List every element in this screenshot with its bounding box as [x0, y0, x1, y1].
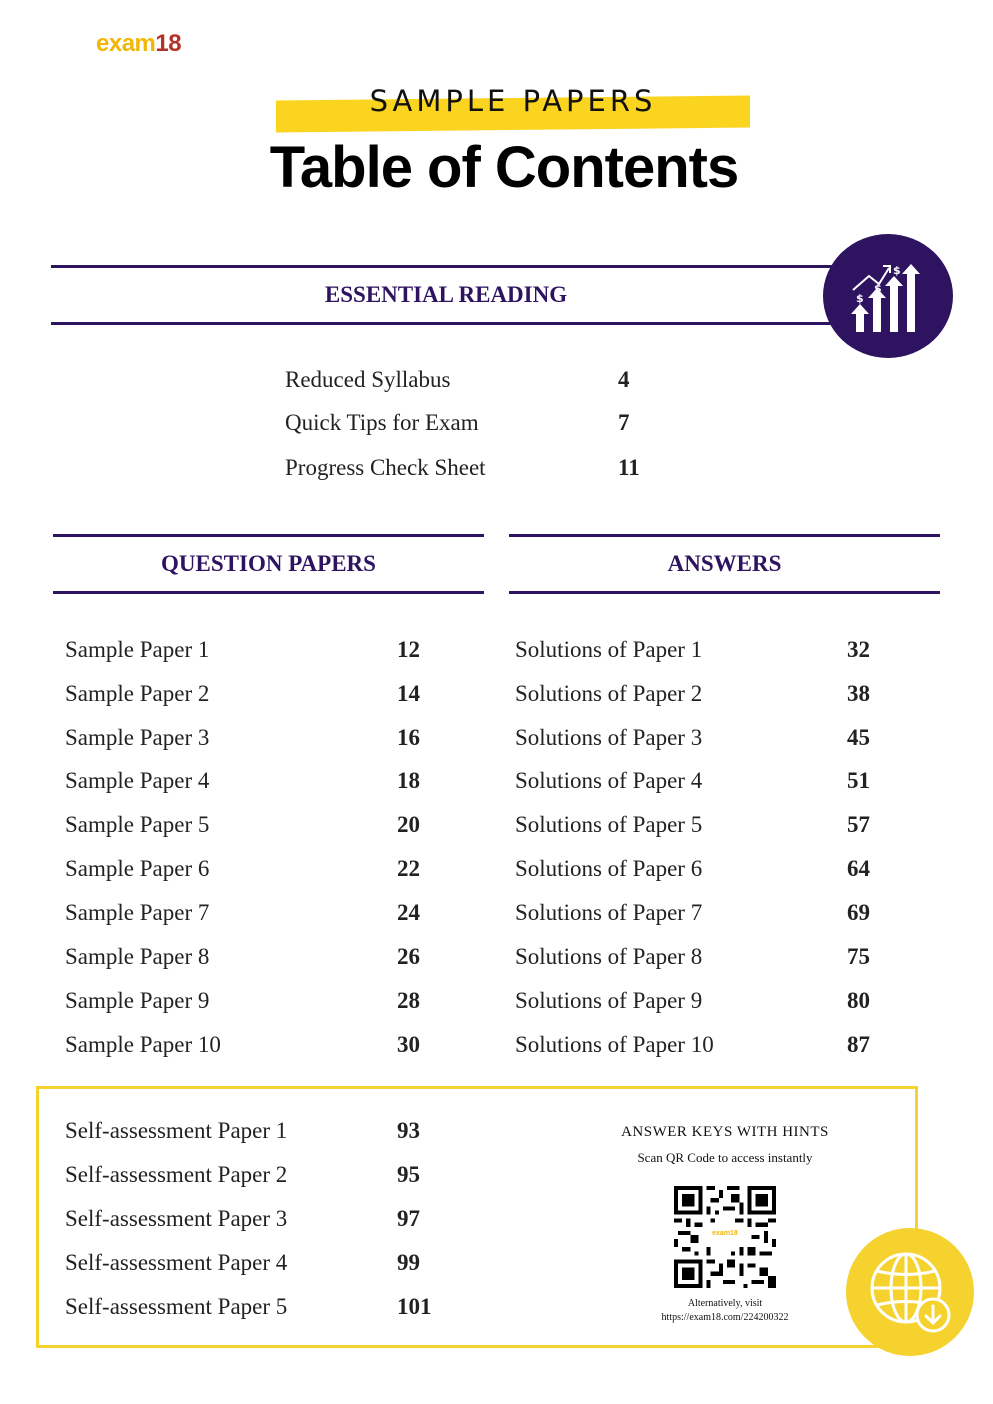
answer-keys-heading: ANSWER KEYS WITH HINTS	[621, 1124, 829, 1140]
list-item: Self-assessment Paper 5	[65, 1294, 288, 1319]
list-item: Sample Paper 9	[65, 988, 210, 1013]
page-number: 57	[847, 812, 870, 837]
svg-text:$: $	[893, 264, 901, 277]
question-papers-heading: QUESTION PAPERS	[161, 551, 376, 576]
list-item: Sample Paper 1	[65, 637, 210, 662]
answers-heading: ANSWERS	[667, 551, 782, 576]
list-item: Sample Paper 2	[65, 681, 210, 706]
answers-band	[509, 534, 940, 594]
page-number: 4	[618, 367, 630, 392]
list-item: Solutions of Paper 1	[515, 637, 703, 662]
page-number: 14	[397, 681, 420, 706]
answer-keys-url[interactable]: https://exam18.com/224200322	[661, 1312, 789, 1323]
page-number: 64	[847, 856, 870, 881]
list-item: Sample Paper 3	[65, 725, 210, 750]
list-item: Solutions of Paper 8	[515, 944, 703, 969]
growth-chart-icon	[823, 234, 953, 358]
page-number: 95	[397, 1162, 420, 1187]
list-item: Solutions of Paper 7	[515, 900, 703, 925]
page-number: 87	[847, 1032, 870, 1057]
list-item: Quick Tips for Exam	[285, 410, 479, 435]
logo-text-exam: exam	[96, 30, 156, 57]
svg-text:$: $	[874, 282, 882, 295]
page-number: 32	[847, 637, 870, 662]
list-item: Progress Check Sheet	[285, 455, 486, 480]
essential-reading-heading: ESSENTIAL READING	[324, 282, 568, 307]
list-item: Sample Paper 5	[65, 812, 210, 837]
list-item: Sample Paper 10	[65, 1032, 221, 1057]
svg-text:$: $	[856, 292, 864, 305]
alternative-text: Alternatively, visit	[687, 1298, 763, 1309]
page-number: 26	[397, 944, 420, 969]
globe-download-icon	[846, 1228, 974, 1356]
list-item: Self-assessment Paper 2	[65, 1162, 288, 1187]
page-number: 97	[397, 1206, 420, 1231]
page-number: 22	[397, 856, 420, 881]
page-number: 28	[397, 988, 420, 1013]
list-item: Solutions of Paper 9	[515, 988, 703, 1013]
page-number: 18	[397, 768, 420, 793]
page-number: 93	[397, 1118, 420, 1143]
list-item: Solutions of Paper 2	[515, 681, 703, 706]
list-item: Solutions of Paper 5	[515, 812, 703, 837]
question-papers-band	[53, 534, 484, 594]
page-number: 30	[397, 1032, 420, 1057]
page-number: 99	[397, 1250, 420, 1275]
qr-code[interactable]	[674, 1186, 776, 1288]
list-item: Sample Paper 6	[65, 856, 210, 881]
page-number: 80	[847, 988, 870, 1013]
list-item: Solutions of Paper 6	[515, 856, 703, 881]
list-item: Solutions of Paper 3	[515, 725, 703, 750]
page-number: 45	[847, 725, 870, 750]
page-subtitle: SAMPLE PAPERS	[369, 84, 657, 118]
page-number: 101	[397, 1294, 432, 1319]
page-number: 16	[397, 725, 420, 750]
list-item: Reduced Syllabus	[285, 367, 451, 392]
page-number: 11	[618, 455, 640, 480]
exam18-logo	[96, 30, 181, 58]
list-item: Solutions of Paper 10	[515, 1032, 714, 1057]
page-number: 24	[397, 900, 420, 925]
list-item: Solutions of Paper 4	[515, 768, 703, 793]
qr-logo: exam18	[712, 1230, 738, 1237]
page-title: Table of Contents	[269, 135, 739, 200]
logo-text-number: 18	[155, 30, 182, 57]
list-item: Self-assessment Paper 3	[65, 1206, 288, 1231]
list-item: Self-assessment Paper 4	[65, 1250, 288, 1275]
page-number: 38	[847, 681, 870, 706]
page-number: 75	[847, 944, 870, 969]
page-number: 69	[847, 900, 870, 925]
essential-reading-band	[51, 265, 841, 325]
page-number: 12	[397, 637, 420, 662]
page-number: 51	[847, 768, 870, 793]
page-number: 7	[618, 410, 630, 435]
list-item: Sample Paper 4	[65, 768, 210, 793]
answer-keys-subheading: Scan QR Code to access instantly	[637, 1150, 813, 1165]
list-item: Self-assessment Paper 1	[65, 1118, 288, 1143]
list-item: Sample Paper 7	[65, 900, 210, 925]
list-item: Sample Paper 8	[65, 944, 210, 969]
page-number: 20	[397, 812, 420, 837]
